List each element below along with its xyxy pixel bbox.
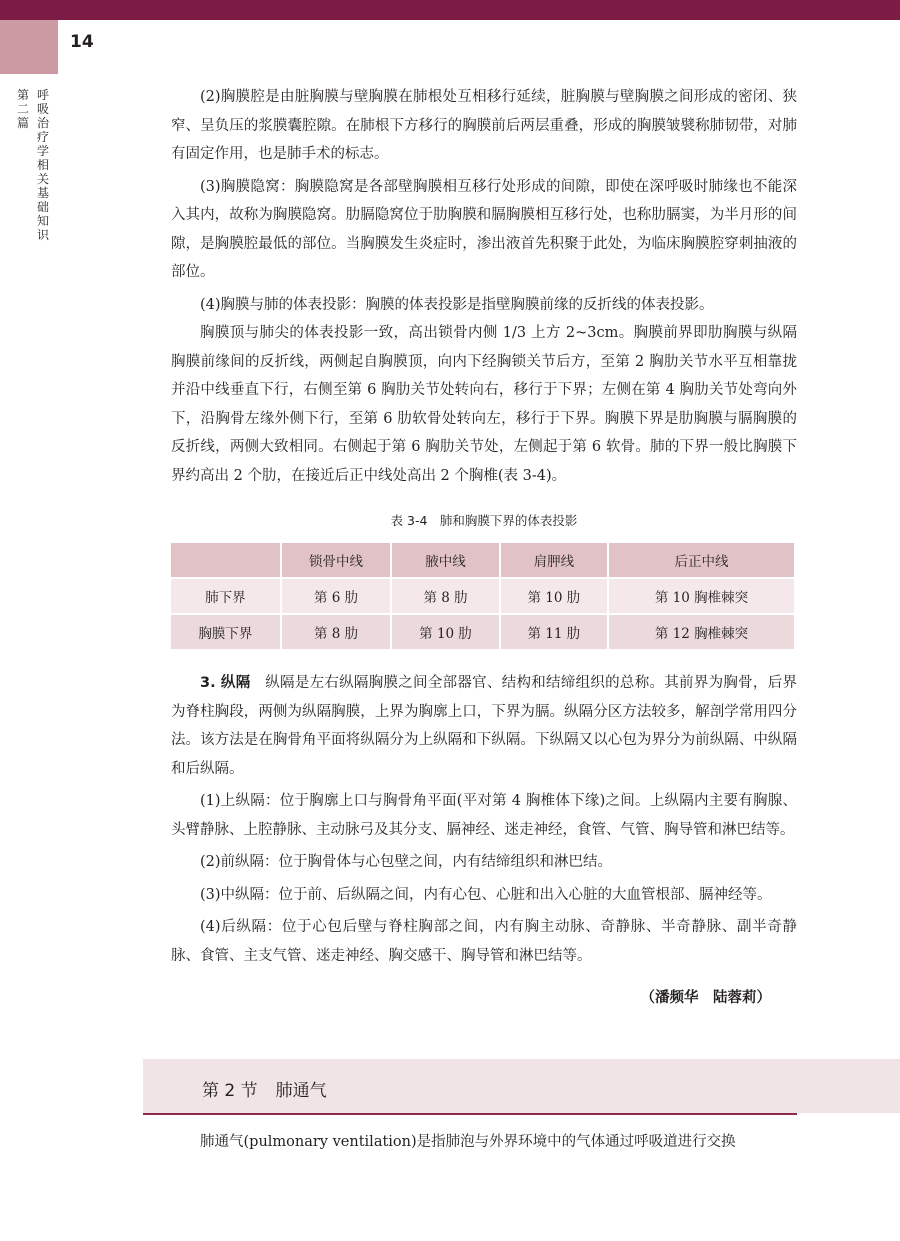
section-number: 第 2 节 <box>202 1081 258 1101</box>
table-cell: 第 8 肋 <box>282 615 391 649</box>
table-header-cell: 后正中线 <box>609 543 794 577</box>
paragraph-posterior-mediastinum: (4)后纵隔：位于心包后壁与脊柱胸部之间，内有胸主动脉、奇静脉、半奇静脉、副半奇静脉、食管、主支气管、迷走神经、胸交感干、胸导管和淋巴结等。 <box>171 919 797 964</box>
table-row <box>171 615 794 649</box>
paragraph-lung-ventilation: 肺通气(pulmonary ventilation)是指肺泡与外界环境中的气体通过呼吸道进行交换 <box>200 1134 736 1150</box>
table-header-cell: 腋中线 <box>392 543 498 577</box>
section-heading <box>202 1076 327 1101</box>
paragraph-superior-mediastinum: (1)上纵隔：位于胸廓上口与胸骨角平面(平对第 4 胸椎体下缘)之间。上纵隔内主要有胸腺、头臂静脉、上腔静脉、主动脉弓及其分支、膈神经、迷走神经，食管、气管、胸导管和淋巴结等。 <box>171 793 797 838</box>
paragraph-pleural-cavity: (2)胸膜腔是由脏胸膜与壁胸膜在肺根处互相移行延续，脏胸膜与壁胸膜之间形成的密闭、狭窄、呈负压的浆膜囊腔隙。在肺根下方移行的胸膜前后两层重叠，形成的胸膜皱襞称肺韧带，对肺有固定作用，也是肺手术的标志。 <box>171 89 797 162</box>
table-caption: 表 3-4 肺和胸膜下界的体表投影 <box>390 513 578 528</box>
paragraph-surface-projection: (4)胸膜与肺的体表投影：胸膜的体表投影是指壁胸膜前缘的反折线的体表投影。 <box>200 296 714 313</box>
table-header-row <box>171 543 794 577</box>
page-number: 14 <box>70 32 94 52</box>
top-color-bar <box>0 0 900 20</box>
authors-line: （潘频华 陆蓉莉） <box>640 990 771 1006</box>
side-part-label: 第二篇 <box>16 88 29 130</box>
table-cell: 肺下界 <box>171 579 280 613</box>
table-row <box>171 579 794 613</box>
side-part-title: 呼吸治疗学相关基础知识 <box>36 88 49 242</box>
projection-table <box>169 541 796 651</box>
table-cell: 第 11 肋 <box>501 615 607 649</box>
table-header-cell: 肩胛线 <box>501 543 607 577</box>
main-content <box>171 83 797 1007</box>
paragraph-pleural-recess: (3)胸膜隐窝：胸膜隐窝是各部壁胸膜相互移行处形成的间隙，即使在深呼吸时肺缘也不能深入其内，故称为胸膜隐窝。肋膈隐窝位于肋胸膜和膈胸膜相互移行处，也称肋膈窦，为半月形的间隙，是胸膜腔最低的部位。当胸膜发生炎症时，渗出液首先积聚于此处，为临床胸膜腔穿刺抽液的部位。 <box>171 178 797 280</box>
table-cell: 胸膜下界 <box>171 615 280 649</box>
paragraph-mediastinum <box>171 669 797 783</box>
corner-color-block <box>0 20 58 74</box>
mediastinum-intro: 纵隔是左右纵隔胸膜之间全部器官、结构和结缔组织的总称。其前界为胸骨，后界为脊柱胸段，两侧为纵隔胸膜，上界为胸廓上口，下界为膈。纵隔分区方法较多，解剖学常用四分法。该方法是在胸骨角平面将纵隔分为上纵隔和下纵隔。下纵隔又以心包为界分为前纵隔、中纵隔和后纵隔。 <box>171 675 797 777</box>
mediastinum-heading: 3. 纵隔 <box>200 675 251 691</box>
table-cell: 第 12 胸椎棘突 <box>609 615 794 649</box>
paragraph-pleural-boundaries: 胸膜顶与肺尖的体表投影一致，高出锁骨内侧 1/3 上方 2~3cm。胸膜前界即肋胸膜与纵隔胸膜前缘间的反折线，两侧起自胸膜顶，向内下经胸锁关节后方，至第 2 胸肋关节水平互相靠拢并沿中线垂直下行，右侧至第 6 胸肋关节处转向右，移行于下界；左侧在第 4 胸肋关节处弯向外下，沿胸骨左缘外侧下行，至第 6 肋软骨处转向左，移行于下界。胸膜下界是肋胸膜与膈胸膜的反折线，两侧大致相同。右侧起于第 6 胸肋关节处，左侧起于第 6 软骨。肺的下界一般比胸膜下界约高出 2 个肋，在接近后正中线处高出 2 个胸椎(表 3-4)。 <box>171 325 797 484</box>
table-cell: 第 10 肋 <box>501 579 607 613</box>
table-cell: 第 10 肋 <box>392 615 498 649</box>
table-cell: 第 10 胸椎棘突 <box>609 579 794 613</box>
section-title: 肺通气 <box>275 1081 327 1101</box>
table-header-cell <box>171 543 280 577</box>
table-cell: 第 8 肋 <box>392 579 498 613</box>
table-cell: 第 6 肋 <box>282 579 391 613</box>
lung-ventilation-paragraph-wrap <box>171 1128 797 1157</box>
paragraph-middle-mediastinum: (3)中纵隔：位于前、后纵隔之间，内有心包、心脏和出入心脏的大血管根部、膈神经等。 <box>200 886 772 903</box>
section-heading-rule <box>143 1113 797 1115</box>
table-header-cell: 锁骨中线 <box>282 543 391 577</box>
paragraph-anterior-mediastinum: (2)前纵隔：位于胸骨体与心包壁之间，内有结缔组织和淋巴结。 <box>200 854 613 870</box>
